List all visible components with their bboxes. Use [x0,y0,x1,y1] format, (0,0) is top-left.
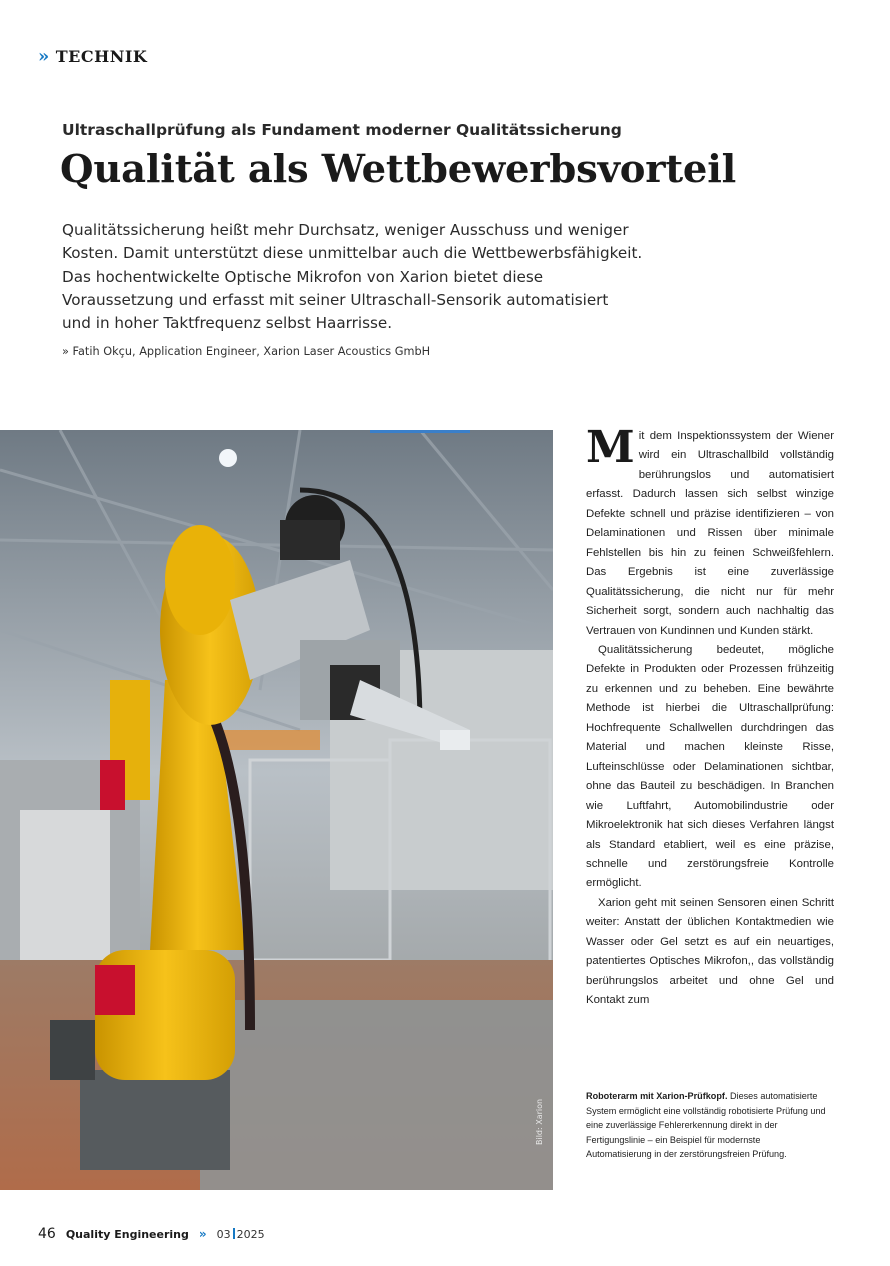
magazine-name: Quality Engineering [65,1228,189,1241]
drop-cap: M [586,422,635,473]
section-label [38,46,147,67]
article-headline: Qualität als Wettbewerbsvorteil [60,147,737,192]
lead-line: und in hoher Taktfrequenz selbst Haarrisse. [62,314,393,333]
issue-separator [233,1228,235,1239]
photo-credit: Bild: Xarion [535,1098,544,1145]
robot-arm-photo [0,430,553,1190]
article-body [586,422,834,1011]
section-name: TECHNIK [55,47,148,66]
caption-text: Dieses automatisierte System ermöglicht eine vollständig robotisierte Prüfung und eine zuverlässige Fehlererkennung direkt in der Fertigungslinie – ein Beispiel für modernste Automatisierung in der zerstörungsfreien Prüfung. [586,1091,826,1160]
lead-line: Voraussetzung und erfasst mit seiner Ultraschall-Sensorik automatisiert [62,290,609,309]
issue-year: 2025 [236,1228,265,1241]
lead-line: Kosten. Damit unterstützt diese unmittelbar auch die Wettbewerbsfähigkeit. [62,244,643,263]
body-paragraph: Xarion geht mit seinen Sensoren einen Schritt weiter: Anstatt der üblichen Kontaktmedien wie Wasser oder Gel setzt es auf ein neuartiges, patentiertes Optisches Mikrofon,, das vollständig berührungslos arbeitet und ohne Gel und Kontakt zum [586,896,834,1007]
chevron-icon: » [198,1227,207,1241]
photo-caption [586,1089,826,1162]
article-lead [62,219,702,335]
page-number: 46 [38,1226,56,1242]
issue-month: 03 [216,1228,231,1241]
author-byline: » Fatih Okçu, Application Engineer, Xarion Laser Acoustics GmbH [62,345,431,358]
body-paragraph: Qualitätssicherung bedeutet, mögliche Defekte in Produkten oder Prozessen frühzeitig zu erkennen und zu beheben. Eine bewährte Methode ist hierbei die Ultraschallprüfung: Hochfrequente Schallwellen durchdringen das Material und machen kleinste Risse, Lufteinschlüsse oder Delaminationen sichtbar, ohne das Bauteil zu beschädigen. In Branchen wie Luftfahrt, Automobilindustrie oder Mikroelektronik hat sich dieses Verfahren längst als Standard etabliert, weil es eine präzise, schnelle und zerstörungsfreie Kontrolle ermöglicht. [586,643,834,890]
paragraph-text: it dem Inspektionssystem der Wiener wird ein Ultraschallbild vollständig berührungslos und automatisiert erfasst. Dadurch lassen sich selbst winzige Defekte schnell und präzise identifizieren – von Delaminationen und Rissen über minimale Fehlstellen bis hin zu feinen Schweißfehlern. Das Ergebnis ist eine zuverlässige Qualitätssicherung, die nicht nur für mehr Sicherheit sorgt, sondern auch nachhaltig das Vertrauen von Kundinnen und Kunden stärkt. [586,430,834,637]
page-footer [38,1226,265,1242]
lead-line: Qualitätssicherung heißt mehr Durchsatz, weniger Ausschuss und weniger [62,221,629,239]
chevron-icon: » [38,46,50,67]
issue-number [217,1228,265,1241]
article-kicker: Ultraschallprüfung als Fundament moderner Qualitätssicherung [62,121,622,139]
body-paragraph [586,422,834,641]
lead-line: Das hochentwickelte Optische Mikrofon von Xarion bietet diese [62,267,544,286]
caption-title: Roboterarm mit Xarion-Prüfkopf. [586,1091,728,1101]
